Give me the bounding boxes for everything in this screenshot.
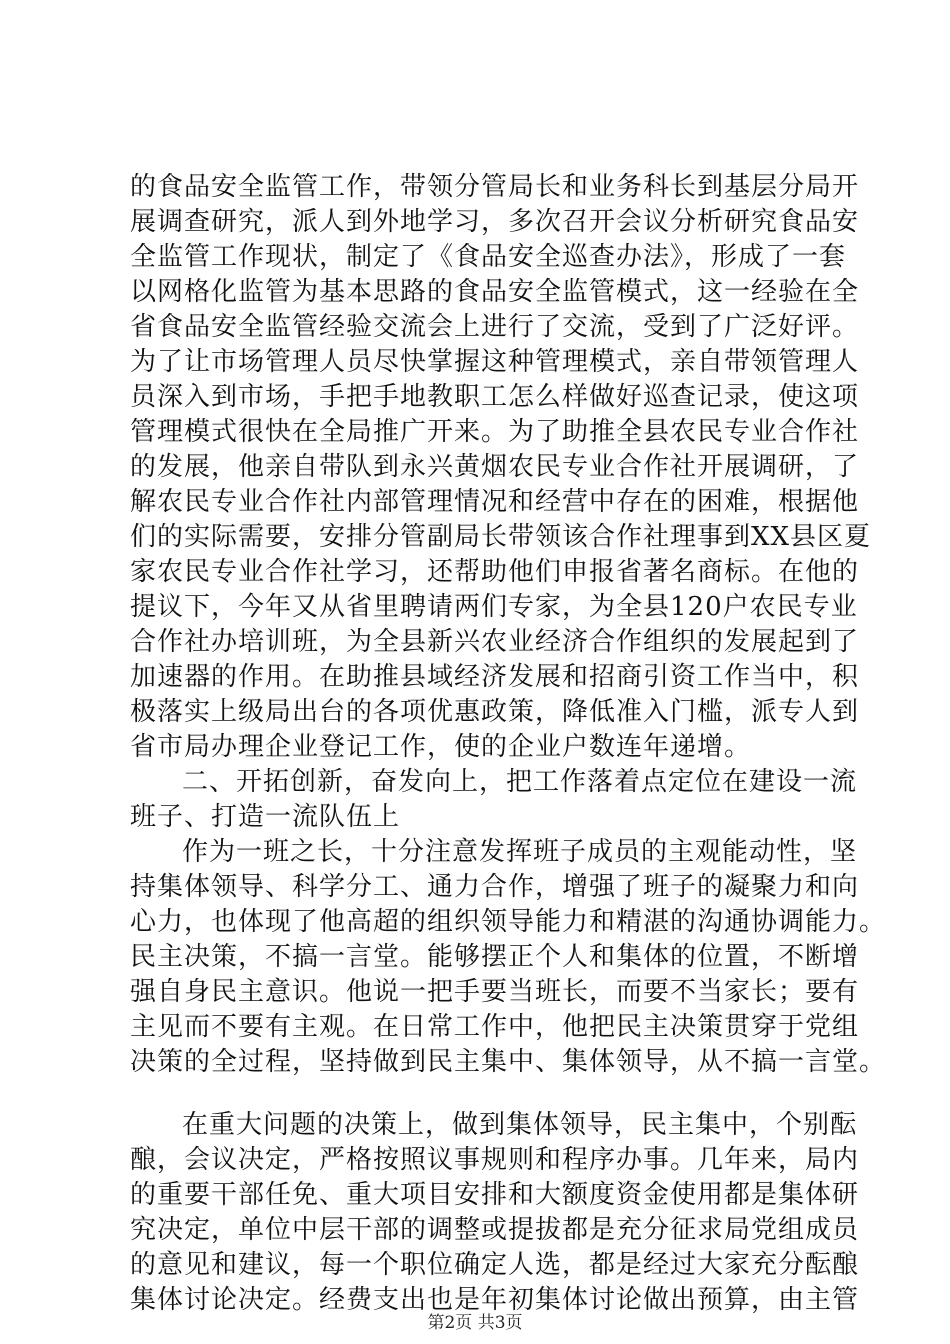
text-line: 作为一班之长，十分注意发挥班子成员的主观能动性，坚: [182, 837, 858, 867]
text-line: 管理模式很快在全局推广开来。为了助推全县农民专业合作社: [130, 417, 860, 447]
text-line: 合作社办培训班，为全县新兴农业经济合作组织的发展起到了: [130, 627, 860, 657]
text-line: 员深入到市场，手把手地教职工怎么样做好巡查记录，使这项: [130, 382, 860, 412]
text-line: 家农民专业合作社学习，还帮助他们申报省著名商标。在他的: [130, 557, 860, 587]
text-line: 持集体领导、科学分工、通力合作，增强了班子的凝聚力和向: [130, 872, 860, 902]
text-line: 极落实上级局出台的各项优惠政策，降低准入门槛，派专人到: [130, 697, 860, 727]
text-line: 全监管工作现状，制定了《食品安全巡查办法》，形成了一套: [130, 242, 847, 272]
text-line: 究决定，单位中层干部的调整或提拔都是充分征求局党组成员: [130, 1215, 860, 1245]
text-line: 们的实际需要，安排分管副局长带领该合作社理事到XX县区夏: [130, 522, 872, 552]
page-number: 第2页 共3页: [427, 1313, 523, 1333]
text-line: 在重大问题的决策上，做到集体领导，民主集中，个别酝: [182, 1110, 858, 1140]
text-line: 集体讨论决定。经费支出也是年初集体讨论做出预算，由主管: [130, 1285, 860, 1315]
text-line: 展调查研究，派人到外地学习，多次召开会议分析研究食品安: [130, 207, 860, 237]
text-line: 省食品安全监管经验交流会上进行了交流，受到了广泛好评。: [130, 312, 860, 342]
section-heading: 二、开拓创新，奋发向上，把工作落着点定位在建设一流: [182, 767, 858, 797]
text-line: 为了让市场管理人员尽快掌握这种管理模式，亲自带领管理人: [130, 347, 860, 377]
text-line: 民主决策，不搞一言堂。能够摆正个人和集体的位置，不断增: [130, 942, 860, 972]
text-line: 的食品安全监管工作，带领分管局长和业务科长到基层分局开: [130, 172, 860, 202]
text-line: 的意见和建议，每一个职位确定人选，都是经过大家充分酝酿: [130, 1250, 860, 1280]
text-line: 心力，也体现了他高超的组织领导能力和精湛的沟通协调能力。: [130, 907, 887, 937]
text-line: 决策的全过程，坚持做到民主集中、集体领导，从不搞一言堂。: [130, 1047, 887, 1077]
section-heading: 班子、打造一流队伍上: [130, 802, 401, 832]
text-line: 的发展，他亲自带队到永兴黄烟农民专业合作社开展调研，了: [130, 452, 860, 482]
text-line: 强自身民主意识。他说一把手要当班长，而要不当家长；要有: [130, 977, 860, 1007]
text-line: 主见而不要有主观。在日常工作中，他把民主决策贯穿于党组: [130, 1012, 860, 1042]
text-line: 的重要干部任免、重大项目安排和大额度资金使用都是集体研: [130, 1180, 860, 1210]
text-line: 酿，会议决定，严格按照议事规则和程序办事。几年来，局内: [130, 1145, 860, 1175]
text-line: 省市局办理企业登记工作，使的企业户数连年递增。: [130, 732, 752, 762]
text-line: 加速器的作用。在助推县域经济发展和招商引资工作当中，积: [130, 662, 860, 692]
text-line: 解农民专业合作社内部管理情况和经营中存在的困难，根据他: [130, 487, 860, 517]
text-line: 以网格化监管为基本思路的食品安全监管模式，这一经验在全: [130, 277, 860, 307]
text-line: 提议下，今年又从省里聘请两们专家，为全县120户农民专业: [130, 592, 858, 622]
